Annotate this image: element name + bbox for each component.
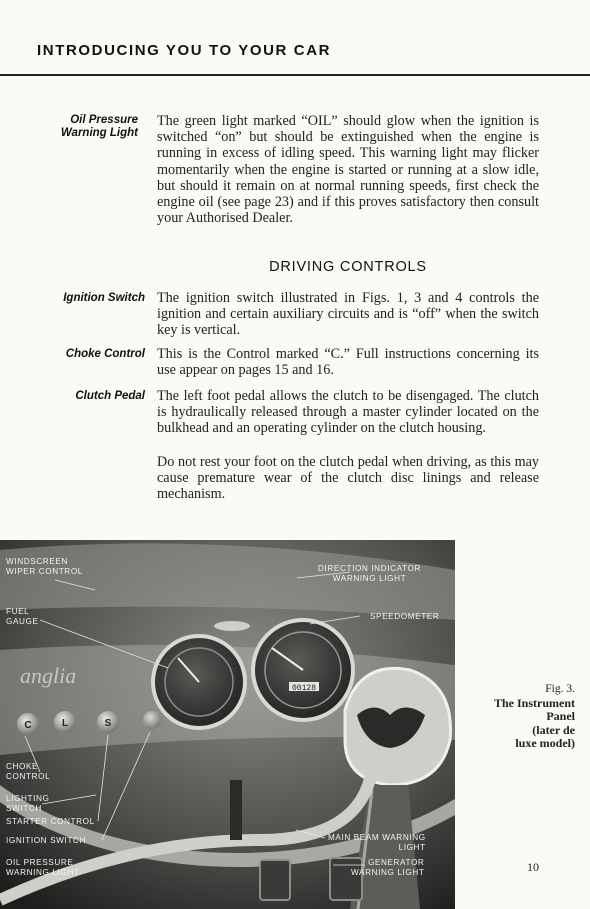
paragraph-clutch-pedal: The left foot pedal allows the clutch to be disengaged. The clutch is hydraulically released through a master cylinder located on the bulkhead and an operating cylinder on the clutch housing. (157, 388, 539, 437)
header-rule (0, 74, 590, 76)
callout-speedometer: SPEEDOMETER (370, 612, 440, 621)
callout-direction-indicator: DIRECTION INDICATOR WARNING LIGHT (318, 564, 421, 583)
callout-starter-control: STARTER CONTROL (6, 817, 95, 826)
side-label-choke-control: Choke Control (65, 348, 145, 360)
callout-lighting-switch: LIGHTING SWITCH (6, 794, 50, 813)
paragraph-clutch-pedal-advice: Do not rest your foot on the clutch pedal when driving, as this may cause premature wear of the clutch disc linings and release mechanism. (157, 454, 539, 503)
section-heading-driving-controls: DRIVING CONTROLS (269, 259, 427, 275)
callout-fuel-gauge: FUEL GAUGE (6, 607, 39, 626)
caption-title: The Instrument Panel (later de luxe model) (493, 695, 575, 750)
figure-caption (460, 683, 575, 751)
callout-oil-pressure-light: OIL PRESSURE WARNING LIGHT (6, 858, 80, 877)
knob-letter-l: L (61, 718, 69, 729)
knob-letter-s: S (104, 718, 112, 729)
anglia-script: anglia (20, 663, 77, 688)
page-number: 10 (527, 860, 539, 874)
paragraph-choke-control: This is the Control marked “C.” Full instructions concerning its use appear on pages 15 and 16. (157, 346, 539, 379)
side-label-clutch-pedal: Clutch Pedal (75, 390, 145, 402)
caption-fig-number: Fig. 3. (545, 683, 575, 695)
callout-generator: GENERATOR WARNING LIGHT (351, 858, 425, 877)
knob-letter-c: C (24, 720, 32, 731)
paragraph-oil-pressure: The green light marked “OIL” should glow when the ignition is switched “on” but should be extinguished when the engine is running in excess of idling speed. This warning light may flicker momentarily when the engine is started or running at a slow idle, but should it remain on at normal running speeds, first check the engine oil (see page 23) and if this proves satisfactory then consult your Authorised Dealer. (157, 113, 539, 227)
callout-main-beam: MAIN BEAM WARNING LIGHT (328, 833, 426, 852)
side-label-oil-pressure: Oil Pressure Warning Light (60, 114, 138, 139)
instrument-panel-photo (0, 540, 455, 909)
side-label-ignition-switch: Ignition Switch (63, 292, 145, 304)
callout-ignition-switch: IGNITION SWITCH (6, 836, 86, 845)
callout-windscreen-wiper: WINDSCREEN WIPER CONTROL (6, 557, 83, 576)
callout-choke-control: CHOKE CONTROL (6, 762, 51, 781)
page-header: INTRODUCING YOU TO YOUR CAR (37, 42, 332, 59)
paragraph-ignition-switch: The ignition switch illustrated in Figs. 1, 3 and 4 controls the ignition and certain auxiliary circuits and is “off” when the switch key is vertical. (157, 290, 539, 339)
odometer-readout: 00128 (291, 684, 317, 693)
